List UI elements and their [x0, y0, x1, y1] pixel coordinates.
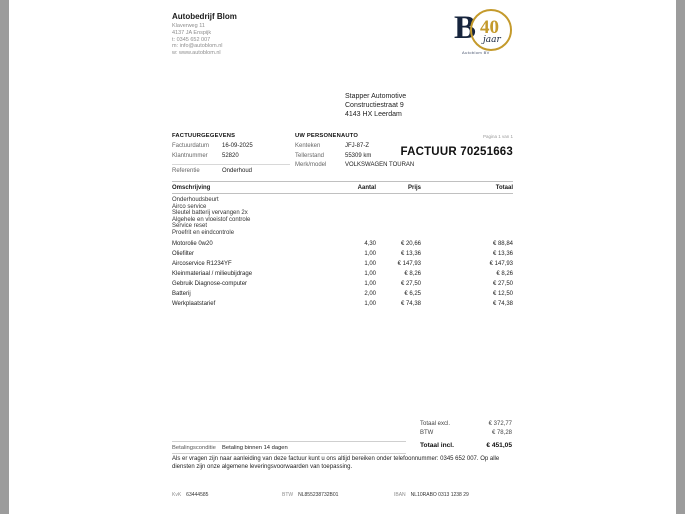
sender-name: Autobedrijf Blom — [172, 12, 237, 21]
work-line: Service reset — [172, 223, 208, 230]
table-row — [172, 299, 513, 309]
cell-description: Batterij — [172, 290, 191, 297]
recipient-name: Stapper Automotive — [345, 93, 407, 100]
col-header-price: Prijs — [407, 184, 421, 191]
cell-description: Motorolie 0w20 — [172, 240, 213, 247]
meta-value: 55309 km — [345, 152, 372, 159]
totals-block — [420, 420, 512, 449]
car-details-title: UW PERSONENAUTO — [295, 133, 359, 139]
payment-value: Betaling binnen 14 dagen — [222, 444, 288, 451]
cell-total: € 74,38 — [492, 300, 513, 307]
total-excl-row — [420, 420, 512, 429]
cell-quantity: 4,30 — [364, 240, 376, 247]
total-label: Totaal excl. — [420, 421, 451, 427]
cell-price: € 74,38 — [400, 300, 421, 307]
cell-total: € 27,50 — [492, 280, 513, 287]
sender-website: w: www.autoblom.nl — [172, 50, 221, 57]
cell-quantity: 1,00 — [364, 300, 376, 307]
meta-value: 52820 — [222, 152, 239, 159]
btw-label: BTW — [282, 492, 294, 498]
kvk-item — [172, 492, 208, 498]
cell-description: Werkplaatstarief — [172, 300, 216, 307]
cell-total: € 147,93 — [489, 260, 513, 267]
payment-label: Betalingsconditie — [172, 444, 216, 451]
table-header-row — [172, 181, 513, 194]
cell-price: € 27,50 — [400, 280, 421, 287]
meta-value: JFJ-87-Z — [345, 143, 369, 149]
sender-email: m: info@autoblom.nl — [172, 43, 223, 50]
col-header-quantity: Aantal — [357, 184, 376, 191]
meta-label: Klantnummer — [172, 152, 208, 159]
cell-quantity: 1,00 — [364, 260, 376, 267]
logo-letter: B — [454, 10, 477, 46]
cell-description: Kleinmateriaal / milieubijdrage — [172, 270, 253, 277]
logo-script-text: jaar — [483, 35, 501, 45]
table-row — [172, 289, 513, 299]
page-indicator: Pagina 1 van 1 — [482, 134, 513, 139]
cell-description: Aircoservice R1234YF — [172, 260, 232, 267]
recipient-city: 4143 HX Leerdam — [345, 111, 402, 118]
meta-row-odometer — [295, 152, 415, 162]
meta-row-reference — [172, 164, 290, 177]
iban-label: IBAN — [394, 492, 406, 498]
table-row — [172, 239, 513, 249]
sender-phone: t: 0345 652 007 — [172, 36, 211, 43]
iban-value: NL10RABO 0313 1238 29 — [410, 492, 469, 498]
meta-label: Kenteken — [295, 143, 321, 149]
total-label: BTW — [420, 430, 434, 436]
meta-value: Onderhoud — [222, 168, 253, 174]
total-value: € 372,77 — [488, 421, 512, 427]
right-gray-margin — [676, 0, 685, 514]
cell-quantity: 1,00 — [364, 250, 376, 257]
total-label: Totaal incl. — [420, 442, 454, 449]
table-row — [172, 249, 513, 259]
recipient-street: Constructiestraat 9 — [345, 102, 404, 109]
meta-label: Referentie — [172, 168, 200, 174]
cell-total: € 13,36 — [492, 250, 513, 257]
cell-price: € 147,93 — [397, 260, 421, 267]
work-line: Sleutel batterij vervangen 2x — [172, 210, 248, 217]
btw-item — [282, 492, 338, 498]
cell-total: € 12,50 — [492, 290, 513, 297]
cell-total: € 8,26 — [496, 270, 513, 277]
kvk-label: KvK — [172, 492, 182, 498]
car-details-section — [295, 133, 415, 171]
cell-total: € 88,84 — [492, 240, 513, 247]
cell-quantity: 1,00 — [364, 280, 376, 287]
company-logo-icon — [452, 6, 516, 60]
line-items-table — [172, 181, 513, 309]
invoice-title: FACTUUR 70251663 — [400, 146, 513, 158]
iban-item — [394, 492, 469, 498]
col-header-total: Totaal — [495, 184, 513, 191]
cell-description: Gebruik Diagnose-computer — [172, 280, 248, 287]
meta-label: Factuurdatum — [172, 143, 210, 149]
footer-note: Als er vragen zijn naar aanleiding van deze factuur kunt u ons altijd bereiken onder telefoonnummer: 0345 652 007. Op alle diensten zijn onze algemene leveringsvoorwaarden van toepassing. — [172, 456, 500, 470]
sender-city: 4137 JA Enspijk — [172, 29, 212, 36]
total-incl-row — [420, 442, 512, 449]
btw-value: NL855238732B01 — [298, 492, 339, 498]
cell-quantity: 1,00 — [364, 270, 376, 277]
cell-price: € 8,26 — [404, 270, 421, 277]
meta-value: 16-09-2025 — [222, 143, 253, 149]
work-line: Onderhoudsbeurt — [172, 197, 219, 203]
col-header-description: Omschrijving — [172, 184, 211, 191]
logo-arc-text: Autoblom BV — [462, 50, 490, 55]
sender-block — [172, 12, 237, 57]
sender-street: Klaverweg 11 — [172, 23, 205, 29]
vat-row — [420, 429, 512, 438]
work-line: Algehele en vloeistof controle — [172, 216, 251, 223]
meta-label: Tellerstand — [295, 152, 325, 159]
invoice-details-section — [172, 133, 290, 177]
cell-price: € 6,25 — [404, 290, 421, 297]
total-value: € 451,05 — [486, 442, 512, 449]
table-row — [172, 269, 513, 279]
footer-registration-row — [172, 492, 513, 502]
work-line: Airco service — [172, 203, 207, 210]
cell-quantity: 2,00 — [364, 290, 376, 297]
table-row — [172, 279, 513, 289]
cell-description: Oliefilter — [172, 250, 195, 257]
meta-row-model — [295, 161, 415, 171]
work-description-block — [172, 194, 513, 239]
invoice-meta — [172, 133, 513, 179]
logo-number: 40 — [480, 17, 499, 38]
meta-row-customer — [172, 152, 290, 162]
table-row — [172, 259, 513, 269]
meta-label: Merk/model — [295, 162, 327, 168]
cell-price: € 13,36 — [400, 250, 421, 257]
kvk-value: 63444585 — [186, 492, 209, 498]
total-value: € 78,28 — [491, 430, 512, 436]
left-gray-margin — [0, 0, 9, 514]
recipient-block — [345, 92, 406, 119]
cell-price: € 20,66 — [400, 240, 421, 247]
meta-row-date — [172, 142, 290, 152]
meta-row-plate — [295, 142, 415, 152]
invoice-details-title: FACTUURGEGEVENS — [172, 133, 236, 139]
meta-value: VOLKSWAGEN TOURAN — [345, 162, 415, 168]
payment-condition-row — [172, 441, 406, 454]
work-line: Proefrit en eindcontrole — [172, 229, 235, 236]
